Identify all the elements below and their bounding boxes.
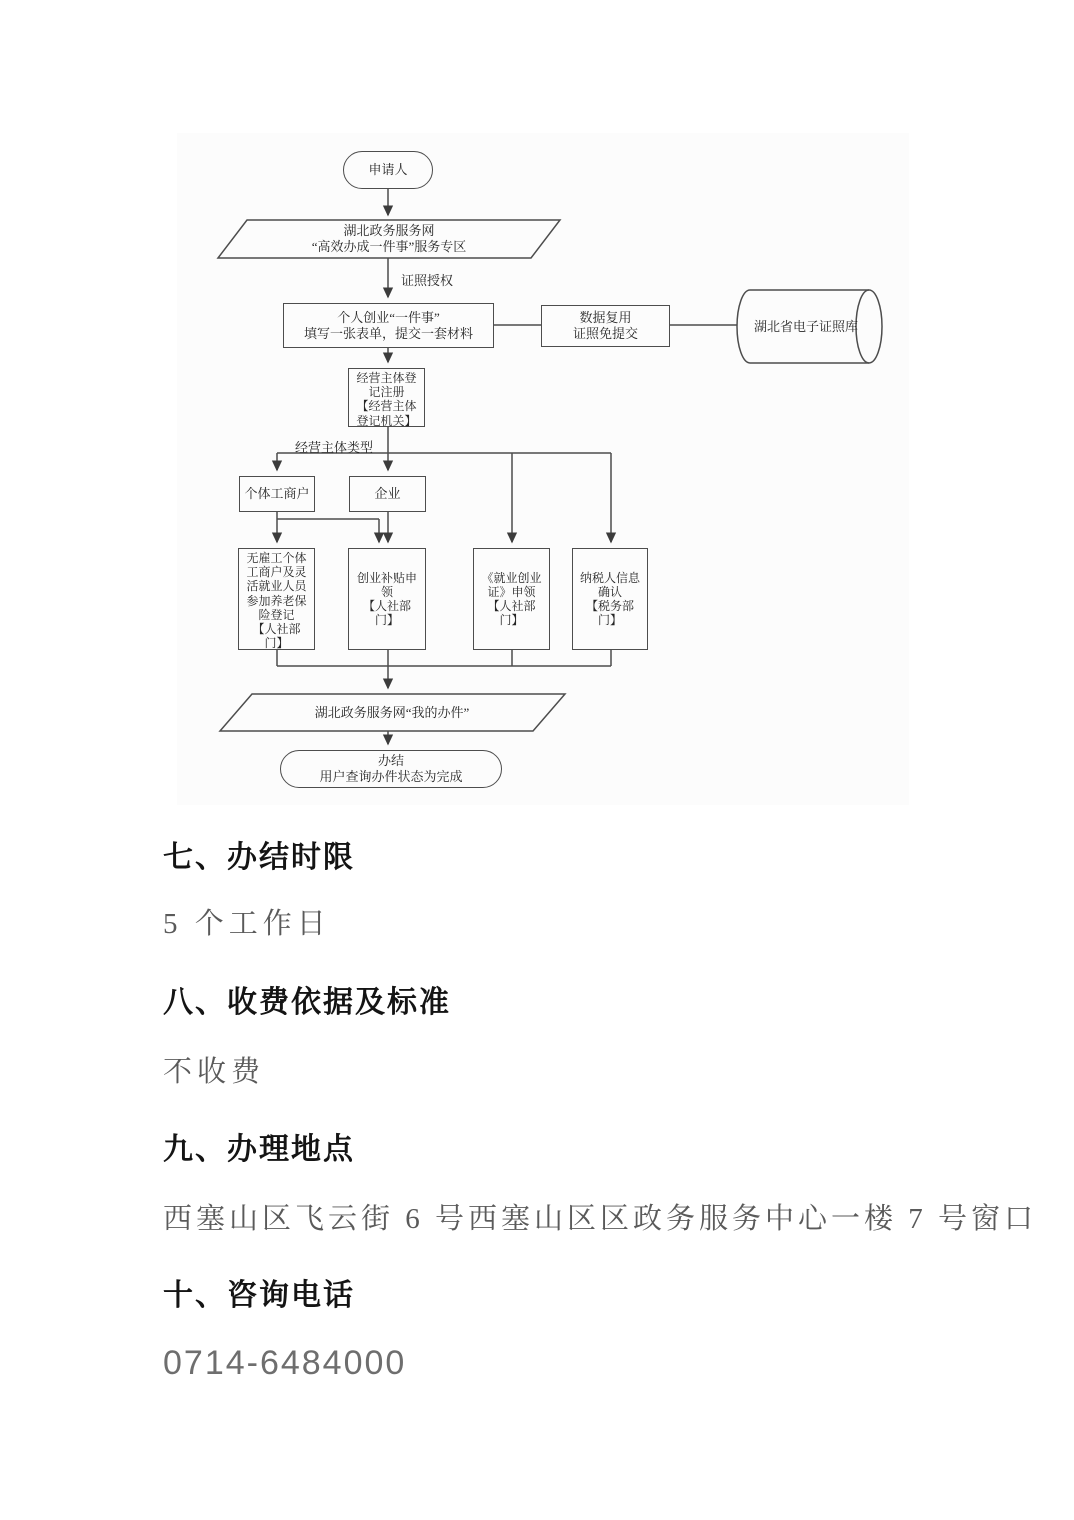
node-one-thing-line1: 个人创业“一件事” [337,309,440,325]
node-license-db: 湖北省电子证照库 [753,319,858,334]
node-done [280,750,502,788]
node-subsidy-line3: 【人社部 [362,599,411,613]
node-pension-line7: 门】 [264,636,289,651]
node-applicant-label: 申请人 [368,162,408,177]
section-heading-deadline: 七、办结时限 [163,841,355,874]
node-registration-line4: 登记机关】 [356,413,417,428]
section-body-fees: 不收费 [163,1056,266,1088]
node-pension [238,548,315,650]
node-enterprise-label: 企业 [374,486,401,501]
node-data-reuse-line1: 数据复用 [579,310,632,325]
node-applicant [343,151,433,189]
node-individual [239,476,315,512]
node-pension-line6: 【人社部 [252,622,301,637]
node-done-line1: 办结 [377,753,404,768]
node-pension-line2: 工商户及灵 [246,565,307,580]
node-one-thing [283,303,494,348]
node-subsidy [348,548,426,650]
node-registration-line3: 【经营主体 [356,399,417,414]
node-employment-cert-line4: 门】 [499,613,524,628]
node-pension-line4: 参加养老保 [246,593,307,608]
node-data-reuse-line2: 证照免提交 [572,326,638,341]
node-taxpayer-line2: 确认 [597,584,622,599]
node-employment-cert-line1: 《就业创业 [481,570,542,585]
node-employment-cert [473,548,550,650]
node-pension-line3: 活就业人员 [246,579,307,594]
license-auth-label: 证照授权 [401,273,454,288]
node-enterprise [349,476,426,512]
node-registration-line2: 记注册 [368,385,405,400]
node-portal [239,223,539,255]
node-one-thing-line2: 填写一张表单，提交一套材料 [303,325,473,341]
section-heading-location: 九、办理地点 [163,1133,355,1166]
node-taxpayer-line1: 纳税人信息 [579,570,640,585]
node-pension-line5: 险登记 [258,607,295,622]
node-subsidy-line2: 领 [380,584,393,599]
node-data-reuse [541,305,670,347]
node-done-line2: 用户查询办件状态为完成 [319,769,463,784]
node-individual-label: 个体工商户 [244,486,310,501]
node-registration-line1: 经营主体登 [356,371,417,385]
section-body-deadline: 5 个工作日 [163,908,331,940]
node-taxpayer-line3: 【税务部 [585,599,634,613]
node-my-items: 湖北政务服务网“我的办件” [314,705,470,720]
section-body-location: 西塞山区飞云街 6 号西塞山区区政务服务中心一楼 7 号窗口 [163,1203,1038,1235]
node-subsidy-line1: 创业补贴申 [356,570,417,585]
node-pension-line1: 无雇工个体 [246,551,307,565]
entity-type-label: 经营主体类型 [295,440,374,455]
process-flowchart [177,133,909,805]
node-subsidy-line4: 门】 [374,613,399,628]
node-employment-cert-line3: 【人社部 [487,599,536,613]
node-portal-line1: 湖北政务服务网 [343,223,435,238]
node-registration [348,368,425,427]
section-heading-fees: 八、收费依据及标准 [163,986,451,1019]
section-body-phone: 0714-6484000 [163,1344,407,1382]
node-portal-line2: “高效办成一件事”服务专区 [311,239,467,254]
node-employment-cert-line2: 证》申领 [487,584,536,599]
node-taxpayer [572,548,648,650]
section-heading-phone: 十、咨询电话 [163,1279,355,1312]
node-taxpayer-line4: 门】 [597,613,622,628]
